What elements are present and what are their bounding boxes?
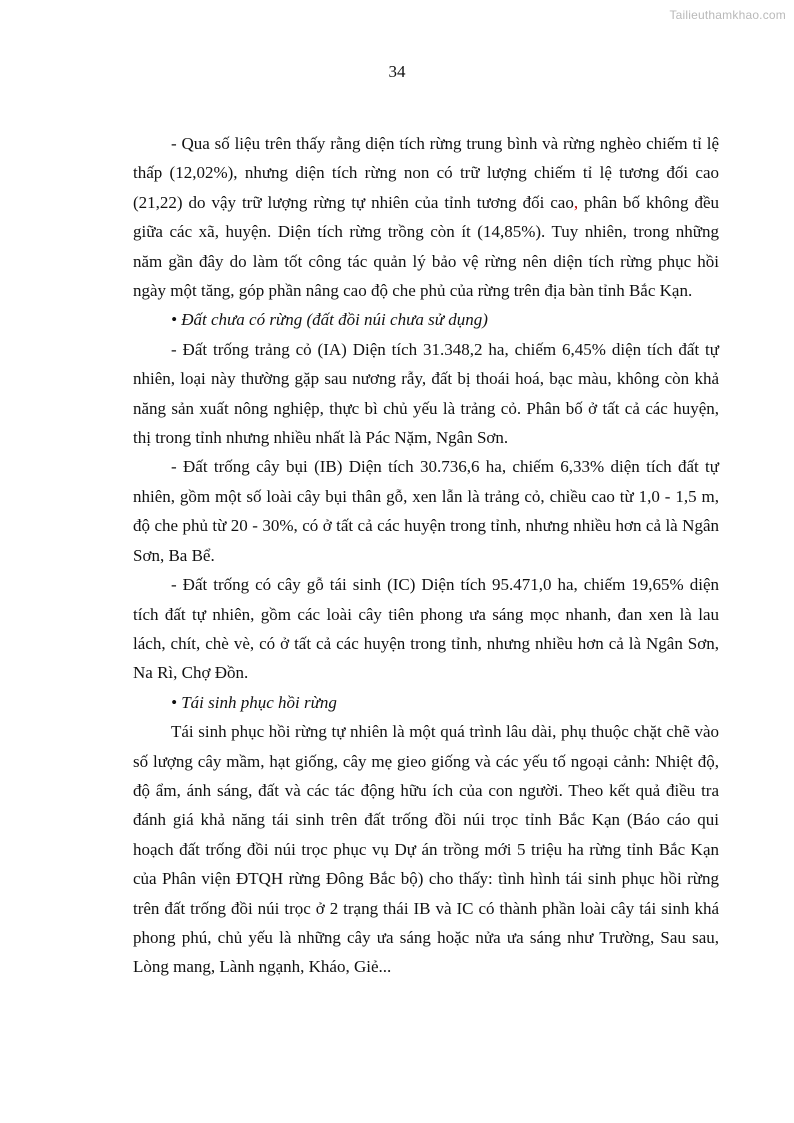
paragraph-natural-regeneration: Tái sinh phục hồi rừng tự nhiên là một quá trình lâu dài, phụ thuộc chặt chẽ vào số lượng cây mầm, hạt giống, cây mẹ gieo giống và các yếu tố ngoại cảnh: Nhiệt độ, độ ẩm, ánh sáng, đất và các tác động hữu ích của con người. Theo kết quả điều tra đánh giá khả năng tái sinh trên đất trống đồi núi trọc tỉnh Bắc Kạn (Báo cáo qui hoạch đất trống đồi núi trọc phục vụ Dự án trồng mới 5 triệu ha rừng tỉnh Bắc Kạn của Phân viện ĐTQH rừng Đông Bắc bộ) cho thấy: tình hình tái sinh phục hồi rừng trên đất trống đồi núi trọc ở 2 trạng thái IB và IC có thành phần loài cây tái sinh khá phong phú, chủ yếu là những cây ưa sáng hoặc nửa ưa sáng như Trường, Sau sau, Lòng mang, Lành ngạnh, Kháo, Giẻ... <box>133 722 719 977</box>
section-heading-forest-regeneration: • Tái sinh phục hồi rừng <box>171 692 337 712</box>
section-heading-unforested-land: • Đất chưa có rừng (đất đồi núi chưa sử dụng) <box>171 310 488 330</box>
red-comma: , <box>573 192 579 212</box>
paragraph-regeneration-ic: - Đất trống có cây gỗ tái sinh (IC) Diện tích 95.471,0 ha, chiếm 19,65% diện tích đất tự nhiên, gồm các loài cây tiên phong ưa sáng mọc nhanh, đan xen là lau lách, chít, chè vè, có ở tất cả các huyện trong tỉnh, nhưng nhiều hơn cả là Ngân Sơn, Na Rì, Chợ Đồn. <box>133 575 719 683</box>
paragraph-shrubland-ib: - Đất trống cây bụi (IB) Diện tích 30.736,6 ha, chiếm 6,33% diện tích đất tự nhiên, gồm một số loài cây bụi thân gỗ, xen lẫn là trảng cỏ, chiều cao từ 1,0 - 1,5 m, độ che phủ từ 20 - 30%, có ở tất cả các huyện trong tỉnh, nhưng nhiều hơn cả là Ngân Sơn, Ba Bể. <box>133 457 719 565</box>
paragraph-text-continued: phân bố không đều giữa các xã, huyện. Diện tích rừng trồng còn ít (14,85%). Tuy nhiên, trong những năm gần đây do làm tốt công tác quản lý bảo vệ rừng nên diện tích rừng phục hồi ngày một tăng, góp phần nâng cao độ che phủ của rừng trên địa bàn tỉnh Bắc Kạn. <box>133 192 719 301</box>
document-body <box>133 129 719 982</box>
page-number: 34 <box>388 62 406 81</box>
paragraph-grassland-ia: - Đất trống trảng cỏ (IA) Diện tích 31.348,2 ha, chiếm 6,45% diện tích đất tự nhiên, loại này thường gặp sau nương rẫy, đất bị thoái hoá, bạc màu, không còn khả năng sản xuất nông nghiệp, thực bì chủ yếu là trảng cỏ. Phân bố ở tất cả các huyện, thị trong tỉnh nhưng nhiều nhất là Pác Nặm, Ngân Sơn. <box>133 339 719 448</box>
paragraph-forest-analysis <box>133 129 719 305</box>
watermark-text: Tailieuthamkhao.com <box>669 8 786 22</box>
paragraph-text: - Qua số liệu trên thấy rằng diện tích rừng trung bình và rừng nghèo chiếm tỉ lệ thấp (12,02%), nhưng diện tích rừng non có trữ lượng chiếm tỉ lệ tương đối cao (21,22) do vậy trữ lượng rừng tự nhiên của tỉnh tương đối cao <box>133 134 719 212</box>
